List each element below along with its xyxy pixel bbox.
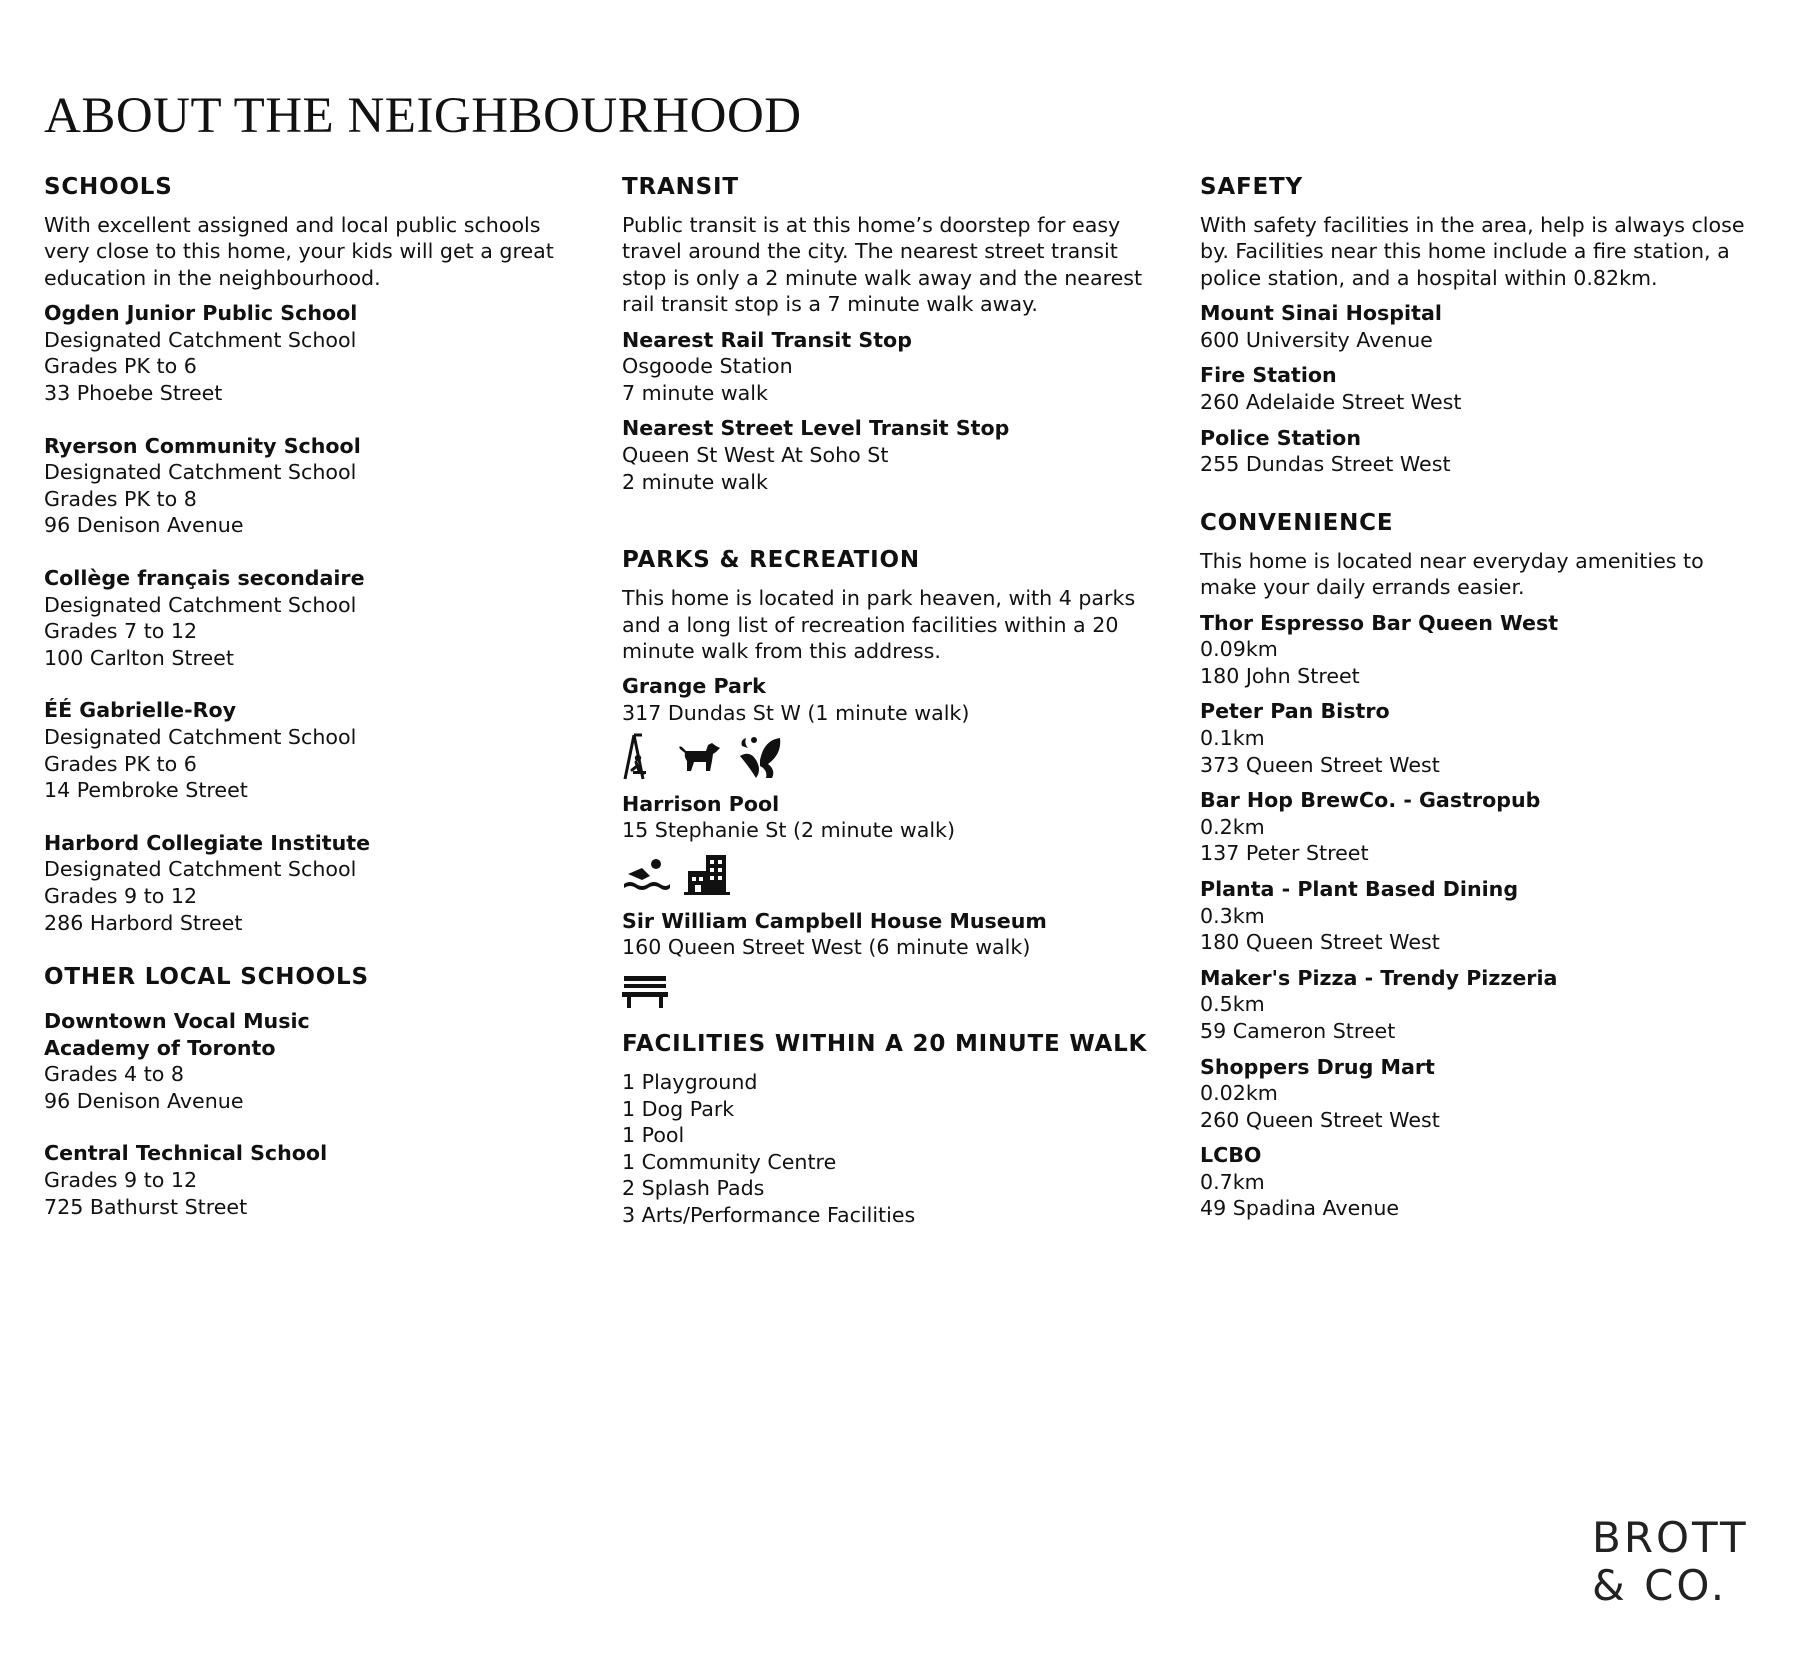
item-detail: 180 Queen Street West bbox=[1200, 930, 1440, 955]
swimming-pool-icon bbox=[622, 854, 670, 894]
item-detail: 137 Peter Street bbox=[1200, 841, 1369, 866]
item-detail: Designated Catchment School bbox=[44, 460, 357, 485]
item-detail: 0.09km bbox=[1200, 637, 1278, 662]
safety-list bbox=[1200, 300, 1740, 478]
item-name: Nearest Street Level Transit Stop bbox=[622, 416, 1010, 441]
item-detail: 725 Bathurst Street bbox=[44, 1194, 248, 1219]
item-name: Planta - Plant Based Dining bbox=[1200, 876, 1519, 901]
playground-swing-icon bbox=[622, 733, 662, 781]
bench-icon bbox=[622, 974, 668, 1008]
parks-list bbox=[622, 673, 1162, 1015]
item-name: Nearest Rail Transit Stop bbox=[622, 327, 912, 352]
item-name: Grange Park bbox=[622, 674, 766, 699]
school-item bbox=[44, 830, 584, 936]
amenity-item bbox=[1200, 1054, 1740, 1134]
other-schools-list bbox=[44, 1008, 584, 1220]
amenity-item bbox=[1200, 1142, 1740, 1222]
facility-item: 1 Playground bbox=[622, 1069, 758, 1094]
item-name: ÉÉ Gabrielle-Roy bbox=[44, 698, 237, 723]
item-detail: 260 Adelaide Street West bbox=[1200, 390, 1462, 414]
safety-item bbox=[1200, 300, 1740, 353]
item-detail: 0.3km bbox=[1200, 903, 1265, 928]
item-name: Ogden Junior Public School bbox=[44, 301, 358, 326]
item-name: Downtown Vocal Music bbox=[44, 1009, 310, 1034]
transit-intro: Public transit is at this home’s doorstep for easy travel around the city. The nearest street transit stop is only a 2 minute walk away and the nearest rail transit stop is a 7 minute walk away. bbox=[622, 213, 1143, 317]
amenity-item bbox=[1200, 610, 1740, 690]
community-centre-icon bbox=[684, 853, 730, 895]
item-detail: 49 Spadina Avenue bbox=[1200, 1196, 1400, 1221]
item-detail: 160 Queen Street West (6 minute walk) bbox=[622, 935, 1031, 960]
schools-list bbox=[44, 300, 584, 936]
schools-heading: SCHOOLS bbox=[44, 174, 173, 200]
item-name: Police Station bbox=[1200, 425, 1361, 450]
item-detail: 0.1km bbox=[1200, 725, 1265, 750]
item-detail: 15 Stephanie St (2 minute walk) bbox=[622, 818, 955, 843]
item-detail: 100 Carlton Street bbox=[44, 645, 234, 670]
item-detail: 260 Queen Street West bbox=[1200, 1107, 1440, 1132]
item-detail: Grades 7 to 12 bbox=[44, 619, 198, 644]
amenity-item bbox=[1200, 787, 1740, 867]
item-name: Collège français secondaire bbox=[44, 565, 365, 590]
item-name: Maker's Pizza - Trendy Pizzeria bbox=[1200, 965, 1558, 990]
school-item bbox=[44, 697, 584, 803]
park-item bbox=[622, 908, 1162, 1015]
item-detail: 96 Denison Avenue bbox=[44, 513, 244, 538]
item-detail: 0.02km bbox=[1200, 1081, 1278, 1106]
convenience-list bbox=[1200, 610, 1740, 1222]
item-detail: Designated Catchment School bbox=[44, 857, 357, 882]
other-schools-heading: OTHER LOCAL SCHOOLS bbox=[44, 964, 369, 991]
school-item bbox=[44, 1008, 584, 1114]
item-detail: 96 Denison Avenue bbox=[44, 1088, 244, 1113]
item-name: Fire Station bbox=[1200, 363, 1337, 388]
item-name: Academy of Toronto bbox=[44, 1035, 276, 1060]
item-detail: Designated Catchment School bbox=[44, 724, 357, 749]
facility-item: 2 Splash Pads bbox=[622, 1176, 765, 1201]
facility-item: 1 Community Centre bbox=[622, 1149, 837, 1174]
schools-column bbox=[44, 172, 584, 1246]
item-detail: 286 Harbord Street bbox=[44, 910, 243, 935]
item-detail: 7 minute walk bbox=[622, 380, 768, 405]
amenity-item bbox=[1200, 965, 1740, 1045]
transit-heading: TRANSIT bbox=[622, 174, 739, 200]
safety-item bbox=[1200, 425, 1740, 478]
item-detail: Designated Catchment School bbox=[44, 327, 357, 352]
item-detail: 255 Dundas Street West bbox=[1200, 452, 1451, 477]
safety-heading: SAFETY bbox=[1200, 174, 1303, 200]
item-name: Ryerson Community School bbox=[44, 433, 361, 458]
item-name: Sir William Campbell House Museum bbox=[622, 908, 1047, 933]
brand-line: BROTT bbox=[1592, 1513, 1749, 1562]
item-detail: 0.7km bbox=[1200, 1169, 1265, 1194]
item-name: Mount Sinai Hospital bbox=[1200, 301, 1442, 326]
item-detail: Grades 9 to 12 bbox=[44, 1168, 198, 1193]
amenity-icons bbox=[622, 850, 1162, 898]
school-item bbox=[44, 433, 584, 539]
school-item bbox=[44, 300, 584, 406]
item-name: Central Technical School bbox=[44, 1141, 328, 1166]
item-detail: 0.5km bbox=[1200, 992, 1265, 1017]
schools-intro: With excellent assigned and local public schools very close to this home, your kids will get a great education in the neighbourhood. bbox=[44, 213, 554, 290]
item-name: Thor Espresso Bar Queen West bbox=[1200, 610, 1559, 635]
parks-intro: This home is located in park heaven, with 4 parks and a long list of recreation facilities within a 20 minute walk from this address. bbox=[622, 586, 1136, 663]
transit-item bbox=[622, 327, 1162, 407]
item-name: Peter Pan Bistro bbox=[1200, 699, 1390, 724]
facilities-list bbox=[622, 1069, 1162, 1229]
brand-line: & CO. bbox=[1592, 1561, 1728, 1610]
transit-list bbox=[622, 327, 1162, 496]
item-detail: Grades 4 to 8 bbox=[44, 1062, 185, 1087]
safety-convenience-column bbox=[1200, 172, 1745, 1231]
page-title: ABOUT THE NEIGHBOURHOOD bbox=[44, 88, 802, 144]
park-item bbox=[622, 673, 1162, 780]
item-name: Harbord Collegiate Institute bbox=[44, 830, 371, 855]
safety-intro: With safety facilities in the area, help is always close by. Facilities near this home include a fire station, a police station, and a hospital within 0.82km. bbox=[1200, 213, 1745, 290]
item-detail: 600 University Avenue bbox=[1200, 327, 1433, 352]
item-detail: Grades 9 to 12 bbox=[44, 883, 198, 908]
transit-parks-column bbox=[622, 172, 1162, 1229]
item-detail: Designated Catchment School bbox=[44, 592, 357, 617]
item-name: LCBO bbox=[1200, 1143, 1262, 1168]
item-detail: Queen St West At Soho St bbox=[622, 443, 889, 467]
transit-item bbox=[622, 415, 1162, 495]
amenity-icons bbox=[622, 733, 1162, 781]
safety-item bbox=[1200, 362, 1740, 415]
item-detail: 0.2km bbox=[1200, 814, 1265, 839]
amenity-icons bbox=[622, 967, 1162, 1015]
convenience-heading: CONVENIENCE bbox=[1200, 509, 1394, 536]
item-detail: 33 Phoebe Street bbox=[44, 381, 223, 405]
dog-park-icon bbox=[676, 737, 722, 777]
facility-item: 1 Dog Park bbox=[622, 1096, 735, 1121]
splash-pad-icon bbox=[736, 734, 784, 780]
convenience-intro: This home is located near everyday amenities to make your daily errands easier. bbox=[1200, 548, 1704, 600]
item-name: Harrison Pool bbox=[622, 791, 780, 816]
item-detail: 2 minute walk bbox=[622, 469, 768, 494]
school-item bbox=[44, 565, 584, 671]
brand-logo bbox=[1592, 1514, 1749, 1610]
park-item bbox=[622, 791, 1162, 898]
parks-heading: PARKS & RECREATION bbox=[622, 547, 920, 574]
item-name: Bar Hop BrewCo. - Gastropub bbox=[1200, 788, 1541, 813]
item-detail: Grades PK to 6 bbox=[44, 751, 197, 776]
item-detail: 373 Queen Street West bbox=[1200, 752, 1440, 777]
item-name: Shoppers Drug Mart bbox=[1200, 1054, 1435, 1079]
item-detail: 180 John Street bbox=[1200, 663, 1360, 688]
item-detail: 59 Cameron Street bbox=[1200, 1018, 1396, 1043]
item-detail: Osgoode Station bbox=[622, 354, 793, 379]
facility-item: 1 Pool bbox=[622, 1123, 685, 1148]
amenity-item bbox=[1200, 698, 1740, 778]
item-detail: 14 Pembroke Street bbox=[44, 778, 248, 803]
facilities-heading: FACILITIES WITHIN A 20 MINUTE WALK bbox=[622, 1030, 1148, 1057]
amenity-item bbox=[1200, 876, 1740, 956]
item-detail: Grades PK to 8 bbox=[44, 486, 197, 511]
facility-item: 3 Arts/Performance Facilities bbox=[622, 1202, 916, 1227]
school-item bbox=[44, 1140, 584, 1220]
item-detail: Grades PK to 6 bbox=[44, 354, 197, 379]
item-detail: 317 Dundas St W (1 minute walk) bbox=[622, 701, 970, 725]
